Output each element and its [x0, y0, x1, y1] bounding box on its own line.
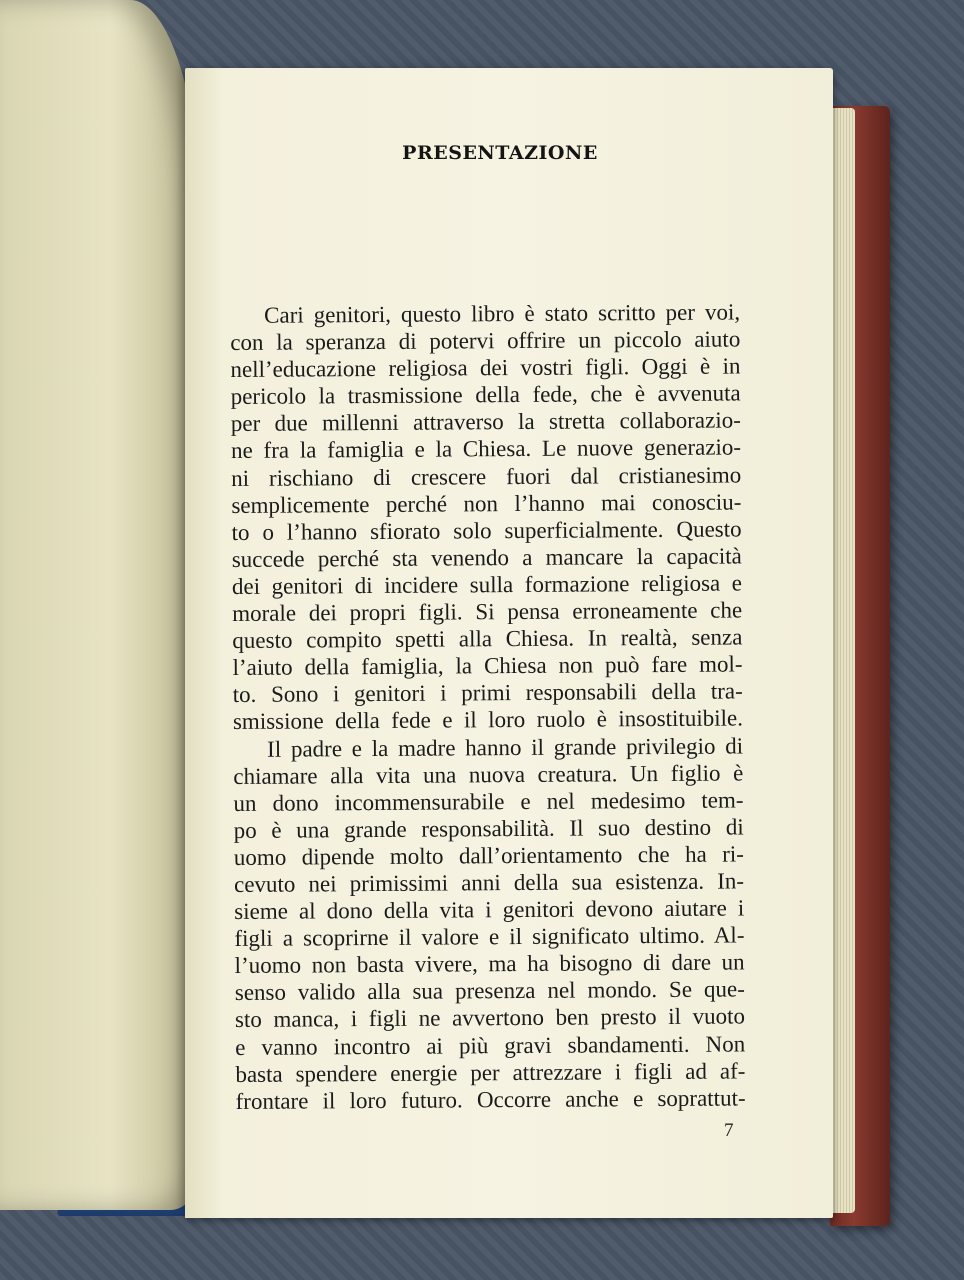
body-text [230, 298, 746, 1114]
text-line: uomo dipende molto dall’orientamento che ha ri- [233, 841, 744, 870]
text-line: basta spendere energie per attrezzare i figli ad af- [235, 1058, 746, 1087]
text-line: frontare il loro futuro. Occorre anche e soprattut- [235, 1085, 746, 1114]
text-line: pericolo la trasmissione della fede, che è avvenuta [230, 380, 741, 410]
text-line: to o l’hanno sfiorato solo superficialmente. Questo [231, 516, 742, 545]
text-line: cevuto nei primissimi anni della sua esistenza. In- [233, 868, 745, 897]
page-title: PRESENTAZIONE [402, 142, 598, 164]
text-line: nell’educazione religiosa dei vostri figli. Oggi è in [230, 353, 741, 383]
text-line: ne fra la famiglia e la Chiesa. Le nuove generazio- [230, 434, 742, 464]
text-line: per due millenni attraverso la stretta collaborazio- [230, 407, 741, 437]
text-line: l’uomo non basta vivere, ma ha bisogno di dare un [234, 949, 745, 979]
text-line: smissione della fede e il loro ruolo è insostituibile. [232, 705, 744, 735]
text-line: e vanno incontro ai più gravi sbandamenti. Non [235, 1030, 746, 1060]
text-line: con la speranza di potervi offrire un piccolo aiuto [230, 326, 741, 356]
text-line: po è una grande responsabilità. Il suo destino di [233, 814, 744, 843]
text-line: sieme al dono della vita i genitori devono aiutare i [234, 895, 745, 925]
text-line: succede perché sta venendo a mancare la capacità [231, 543, 742, 572]
text-line: to. Sono i genitori i primi responsabili della tra- [232, 678, 743, 708]
left-page [0, 0, 200, 1210]
text-line: Cari genitori, questo libro è stato scritto per voi, [264, 299, 741, 328]
text-line: un dono incommensurabile e nel medesimo tem- [233, 787, 744, 816]
text-line: morale dei propri figli. Si pensa erroneamente che [232, 597, 743, 627]
text-line: l’aiuto della famiglia, la Chiesa non può fare mol- [232, 651, 743, 681]
bleed-through-text [232, 140, 762, 310]
text-line: ni rischiano di crescere fuori dal cristianesimo [231, 461, 742, 491]
text-line: chiamare alla vita una nuova creatura. Un figlio è [233, 760, 744, 789]
text-line: Il padre e la madre hanno il grande privilegio di [267, 732, 744, 762]
text-line: questo compito spetti alla Chiesa. In realtà, senza [232, 624, 743, 654]
text-line: senso valido alla sua presenza nel mondo. Se que- [234, 976, 745, 1006]
text-line: sto manca, i figli ne avvertono ben presto il vuoto [234, 1003, 746, 1033]
page-number: 7 [724, 1120, 734, 1141]
text-line: figli a scoprirne il valore e il significato ultimo. Al- [234, 922, 745, 952]
text-line: dei genitori di incidere sulla formazione religiosa e [231, 570, 743, 599]
text-line: semplicemente perché non l’hanno mai conosciu- [231, 489, 742, 518]
